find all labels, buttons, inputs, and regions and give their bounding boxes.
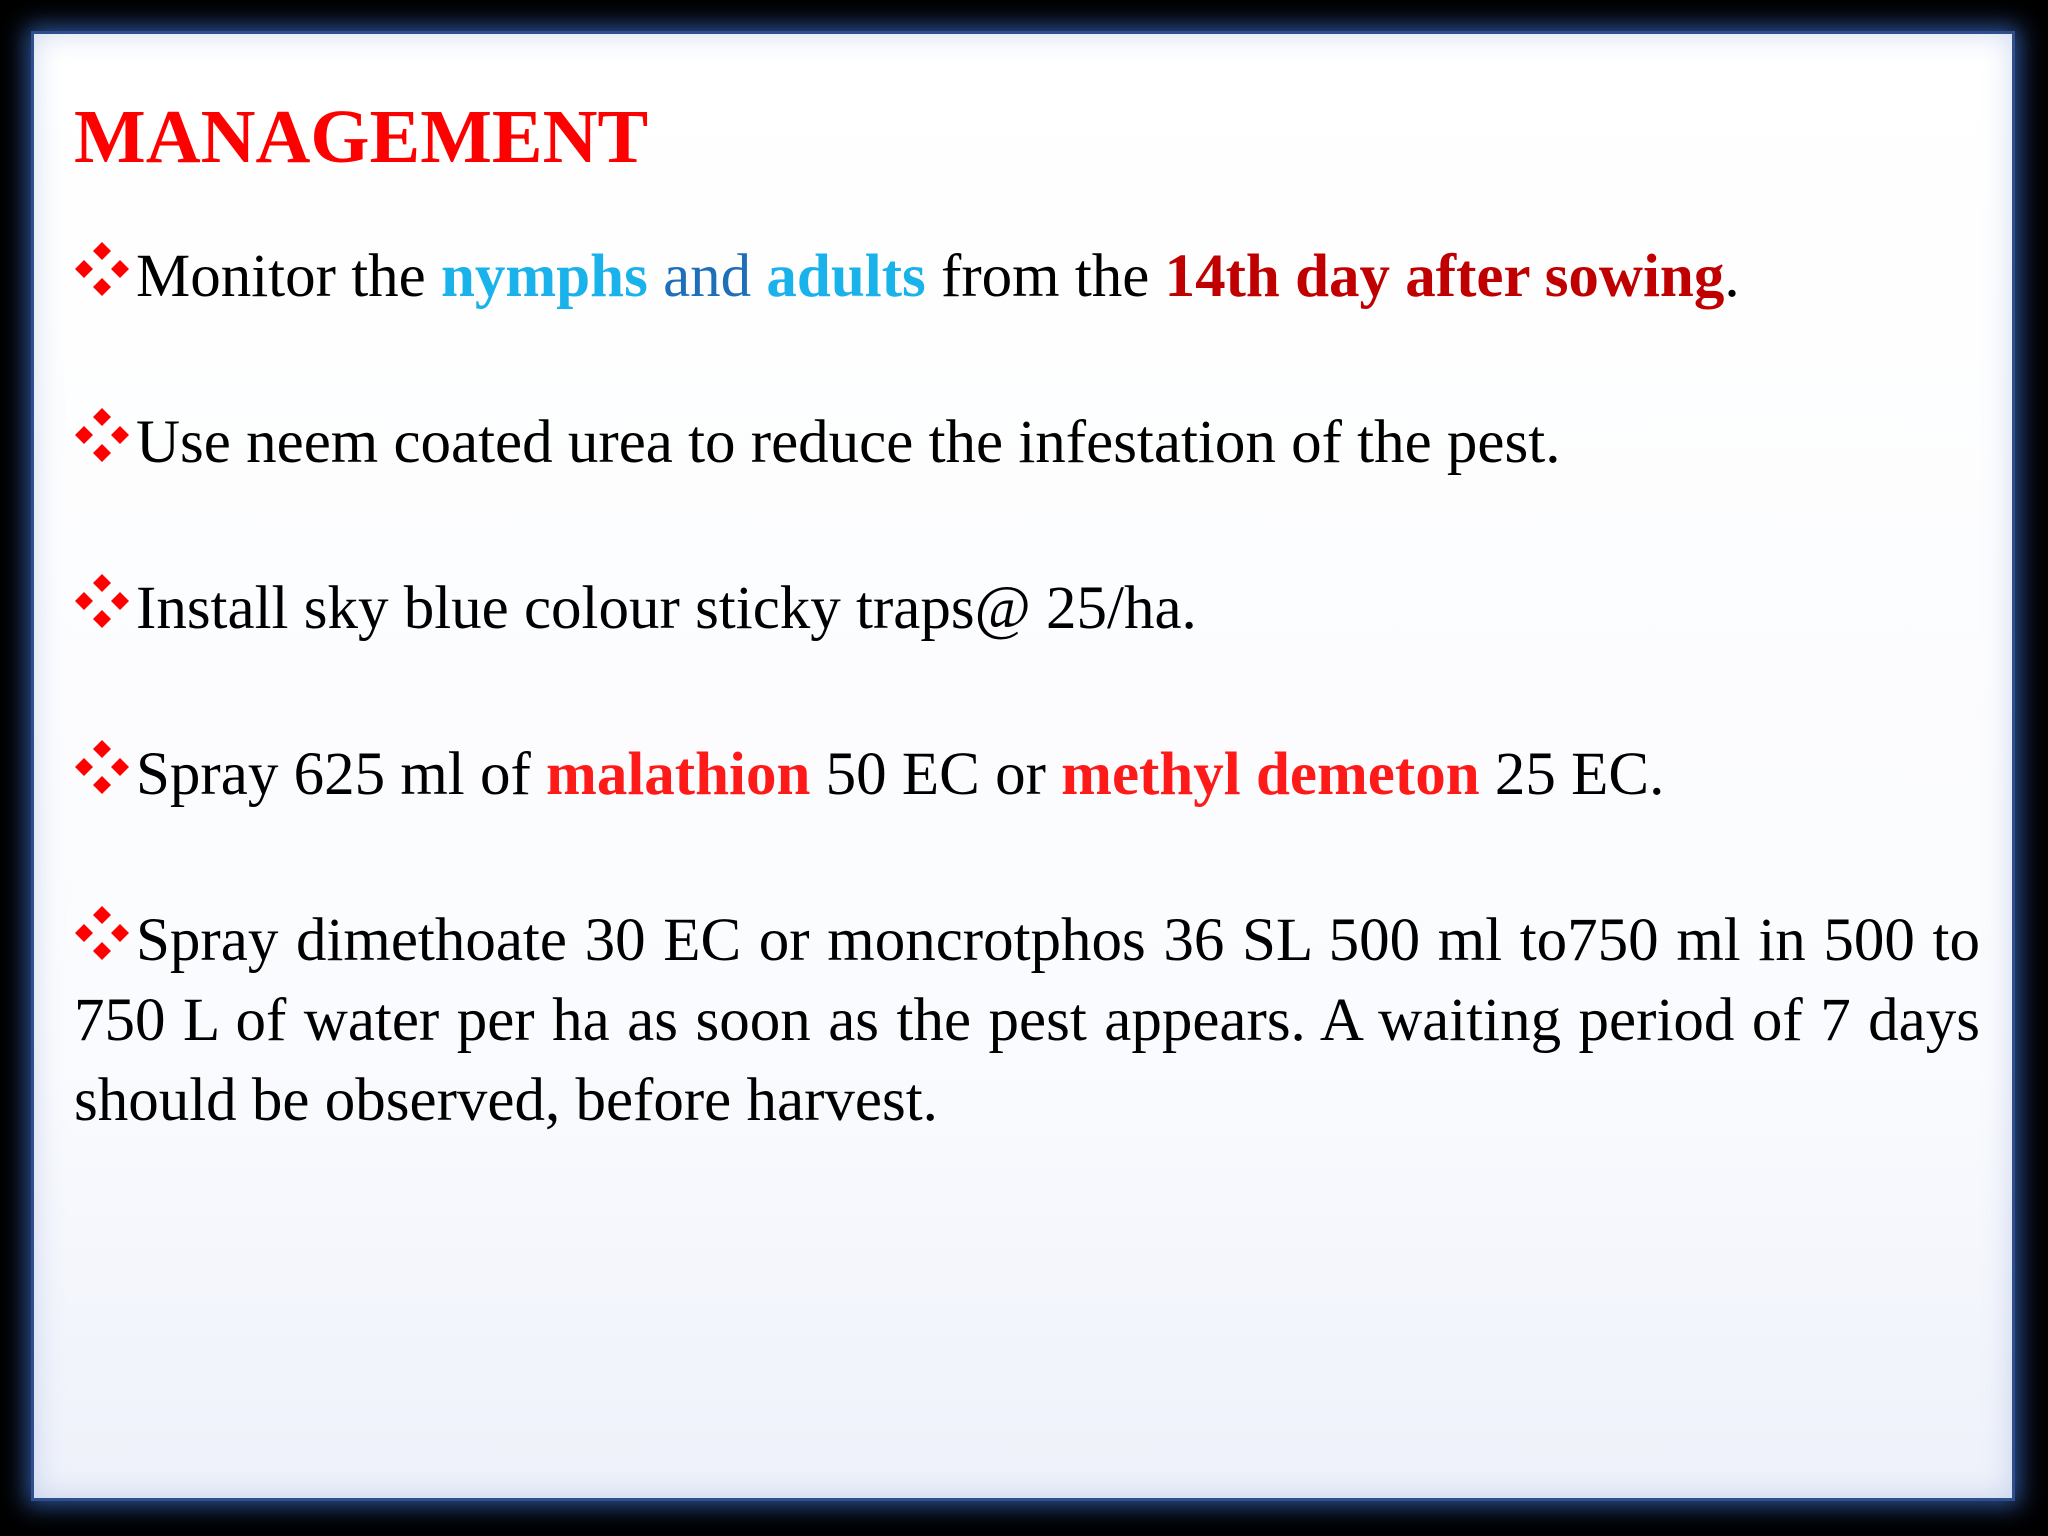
bullet-monitor <box>74 237 1980 317</box>
highlight-adults: adults <box>766 243 926 311</box>
bullet-text: Spray dimethoate 30 EC or moncrotphos 36 SL 500 ml to750 ml in 500 to 750 L of water per ha as soon as the pest appears. A waiting period of 7 days should be observed, before harvest. <box>74 907 1980 1135</box>
highlight-day: 14th day after sowing <box>1164 243 1725 311</box>
bullet-text: 50 EC or <box>810 741 1062 809</box>
four-diamond-icon <box>74 240 136 300</box>
highlight-and: and <box>647 243 767 311</box>
four-diamond-icon <box>74 904 136 964</box>
four-diamond-icon <box>74 572 136 632</box>
four-diamond-icon <box>74 738 136 798</box>
page-title: MANAGEMENT <box>74 95 649 179</box>
slide-content <box>74 94 1980 1227</box>
bullet-neem-urea <box>74 403 1980 483</box>
bullet-text: Install sky blue colour sticky traps@ 25/ha. <box>136 575 1197 643</box>
four-diamond-icon <box>74 406 136 466</box>
bullet-spray-dimethoate <box>74 901 1980 1141</box>
bullet-text: . <box>1724 243 1740 311</box>
bullet-text: 25 EC. <box>1479 741 1665 809</box>
bullet-text: Use neem coated urea to reduce the infestation of the pest. <box>136 409 1561 477</box>
highlight-malathion: malathion <box>546 741 811 809</box>
bullet-text: Spray 625 ml of <box>136 741 547 809</box>
highlight-methyl-demeton: methyl demeton <box>1061 741 1480 809</box>
bullet-text: from the <box>925 243 1165 311</box>
slide <box>34 34 2012 1498</box>
highlight-nymphs: nymphs <box>440 243 648 311</box>
bullet-sticky-traps <box>74 569 1980 649</box>
bullet-spray-malathion <box>74 735 1980 815</box>
bullet-text: Monitor the <box>136 243 441 311</box>
